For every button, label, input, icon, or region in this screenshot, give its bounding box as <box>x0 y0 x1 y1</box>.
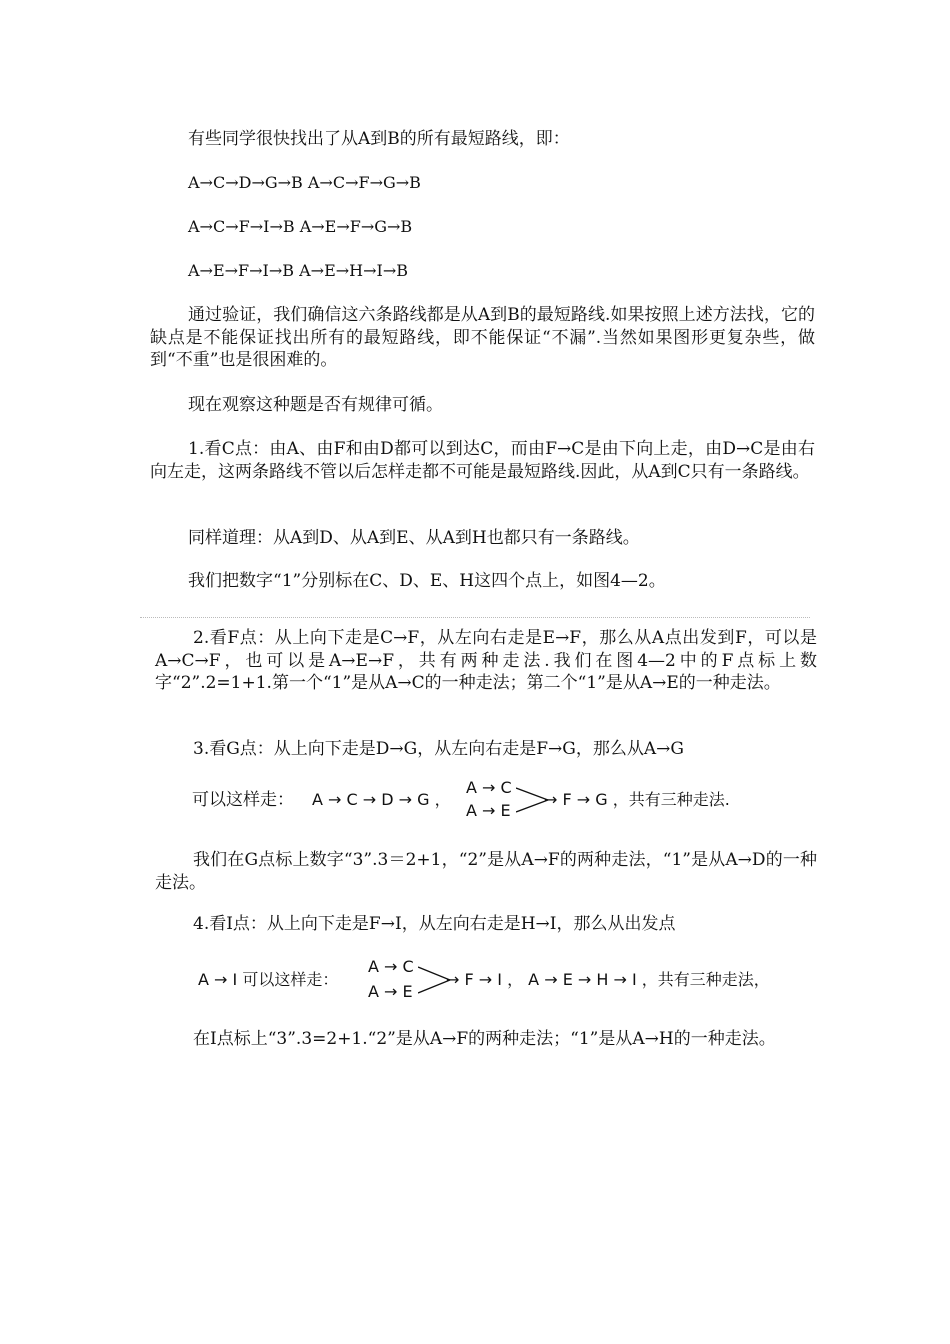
paragraph-label-g: 我们在G点标上数字“3”.3＝2+1，“2”是从A→F的两种走法，“1”是从A→D的一种走法。 <box>155 850 817 893</box>
formula-g-top-branch: A → C <box>466 778 512 797</box>
formula-i-bottom-branch: A → E <box>368 982 413 1001</box>
paragraph-observe: 现在观察这种题是否有规律可循。 <box>188 395 443 415</box>
formula-g-tail: → F → G ，共有三种走法. <box>544 790 730 809</box>
formula-g-bottom-branch: A → E <box>466 801 511 820</box>
paragraph-same-reason: 同样道理：从A到D、从A到E、从A到H也都只有一条路线。 <box>188 528 640 548</box>
intro-text: 有些同学很快找出了从A到B的所有最短路线，即： <box>188 129 570 149</box>
formula-i-lead: A → I 可以这样走： <box>198 970 339 989</box>
section-divider <box>140 617 810 618</box>
paragraph-point-i: 4.看I点：从上向下走是F→I，从左向右走是H→I，那么从出发点 <box>193 914 676 934</box>
formula-i-tail: → F → I ， A → E → H → I ，共有三种走法， <box>446 970 770 989</box>
paragraph-label-ones: 我们把数字“1”分别标在C、D、E、H这四个点上，如图4—2。 <box>188 571 666 591</box>
formula-g-path-d: A → C → D → G ， <box>312 790 451 809</box>
paragraph-label-i: 在I点标上“3”.3=2+1.“2”是从A→F的两种走法；“1”是从A→H的一种走法。 <box>193 1029 776 1049</box>
paragraph-verification: 通过验证，我们确信这六条路线都是从A到B的最短路线.如果按照上述方法找，它的缺点是不能保证找出所有的最短路线，即不能保证“不漏”.当然如果图形更复杂些，做到“不重”也是很困难的。 <box>150 305 815 370</box>
formula-g-paths <box>192 778 792 826</box>
formula-i-top-branch: A → C <box>368 957 414 976</box>
route-line-3: A→E→F→I→B A→E→H→I→B <box>188 261 409 280</box>
paragraph-point-c: 1.看C点：由A、由F和由D都可以到达C，而由F→C是由下向上走，由D→C是由右向左走，这两条路线不管以后怎样走都不可能是最短路线.因此，从A到C只有一条路线。 <box>150 439 815 482</box>
paragraph-point-f: 2.看F点：从上向下走是C→F，从左向右走是E→F，那么从A点出发到F，可以是A→C→F，也可以是A→E→F，共有两种走法.我们在图4—2中的F点标上数字“2”.2=1+1.第一个“1”是从A→C的一种走法；第二个“1”是从A→E的一种走法。 <box>155 628 817 693</box>
route-line-2: A→C→F→I→B A→E→F→G→B <box>188 217 413 236</box>
formula-i-paths <box>198 955 818 1005</box>
paragraph-point-g: 3.看G点：从上向下走是D→G，从左向右走是F→G，那么从A→G <box>193 739 684 759</box>
formula-g-lead: 可以这样走： <box>192 790 294 810</box>
route-line-1: A→C→D→G→B A→C→F→G→B <box>188 173 421 192</box>
